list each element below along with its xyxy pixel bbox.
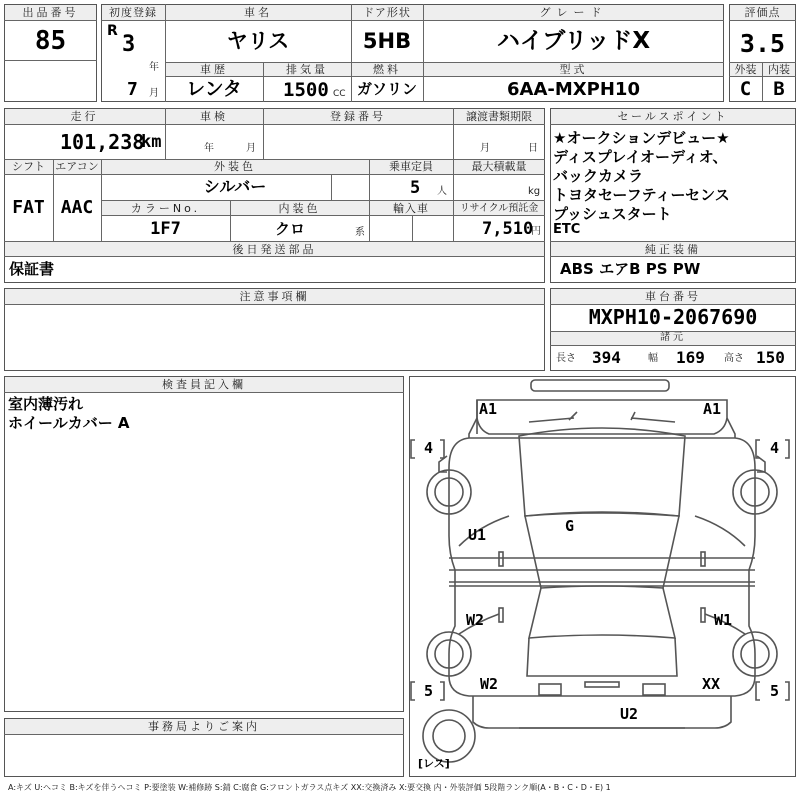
aircon-label: エアコン: [55, 160, 99, 173]
history-label: 車歴: [200, 63, 228, 76]
sales-point-line: トヨタセーフティーセンス: [553, 186, 730, 204]
width-value: 169: [676, 348, 705, 367]
height-label: 高さ: [724, 353, 744, 364]
length-value: 394: [592, 348, 621, 367]
model-value: 6AA-MXPH10: [507, 79, 640, 100]
damage-code-front-right: A1: [703, 400, 722, 418]
first-reg-month: 7: [127, 79, 138, 100]
equipment-value: ABS エアB PS PW: [560, 260, 701, 278]
equipment-label: 純正装備: [645, 243, 701, 256]
registration-label: 登録番号: [330, 110, 386, 123]
damage-code-rear-right-door: W1: [714, 611, 733, 629]
chassis-value: MXPH10-2067690: [588, 305, 758, 329]
tire-tread-front-right: 4: [770, 439, 780, 457]
body-outline: [449, 438, 755, 696]
spare-tire-status: レス: [423, 757, 445, 770]
legend: A:キズ U:ヘコミ B:キズを伴うヘコミ P:要塗装 W:補修跡 S:錆 C:腐食 G:フロントガラス点キズ XX:交換済み X:要交換 内・外装評価 5段階ランク順(A・B・C・D・E) 1: [8, 783, 611, 792]
exterior-grade-value: C: [739, 78, 752, 100]
fuel-label: 燃料: [373, 63, 401, 76]
shift-label: シフト: [12, 160, 45, 173]
grade-value: ハイブリッドX: [496, 28, 651, 54]
width-label: 幅: [648, 353, 658, 364]
history-value: レンタ: [186, 78, 242, 100]
sales-point-line: プッシュスタート: [553, 205, 672, 223]
transfer-doc-label: 譲渡書類期限: [466, 110, 532, 123]
mileage-value: 101,238: [60, 130, 145, 154]
height-value: 150: [756, 348, 785, 367]
first-reg-year-unit: 年: [149, 62, 159, 73]
car-diagram: [409, 376, 796, 777]
import-label: 輸入車: [393, 202, 429, 215]
inspector-label: 検査員記入欄: [162, 378, 246, 391]
spare-tire-note: [レス]: [418, 757, 450, 770]
sales-point-line: ★オークションデビュー★: [553, 129, 730, 147]
damage-code-front-left: A1: [479, 400, 498, 418]
later-parts-value: 保証書: [9, 260, 55, 278]
int-color-value: クロ: [274, 220, 305, 238]
inspector-line: ホイールカバー A: [8, 414, 130, 432]
seats-value: 5: [410, 178, 421, 198]
recycle-unit: 円: [531, 226, 541, 237]
damage-code-rear-left-door: W2: [466, 611, 485, 629]
recycle-label: リサイクル預託金: [459, 203, 539, 214]
car-name-value: ヤリス: [226, 29, 290, 53]
first-reg-label: 初度登録: [109, 6, 157, 19]
shaken-month-unit: 月: [246, 143, 256, 154]
tire-tread-front-left: 4: [424, 439, 434, 457]
tire-tread-rear-left: 5: [424, 682, 434, 700]
first-reg-year: 3: [122, 32, 136, 57]
score-label: 評価点: [744, 6, 781, 19]
transfer-doc-month-unit: 月: [480, 143, 490, 154]
ext-color-label: 外装色: [214, 160, 256, 173]
exterior-grade-label: 外装: [734, 63, 757, 76]
interior-grade-value: B: [773, 78, 785, 100]
sales-point-line: バックカメラ: [553, 167, 644, 185]
door-value: 5HB: [362, 29, 412, 53]
max-load-label: 最大積載量: [471, 160, 527, 173]
door-label: ドア形状: [363, 6, 411, 19]
shaken-year-unit: 年: [204, 143, 214, 154]
color-no-label: カラーNo.: [130, 202, 201, 215]
spare-tire: [423, 710, 475, 762]
displacement-unit: CC: [333, 89, 346, 99]
color-no-value: 1F7: [150, 219, 181, 239]
dimensions-label: 諸元: [660, 332, 686, 343]
int-color-label: 内装色: [278, 202, 321, 215]
grade-label: グレード: [539, 6, 608, 19]
aircon-value: AAC: [60, 197, 94, 218]
shift-value: FAT: [12, 197, 45, 218]
notes-label: 注意事項欄: [239, 290, 310, 303]
transfer-doc-day-unit: 日: [528, 143, 538, 154]
fuel-value: ガソリン: [356, 80, 417, 98]
tire-tread-rear-right: 5: [770, 682, 780, 700]
lot-label: 出品番号: [22, 6, 79, 19]
shaken-label: 車検: [200, 110, 228, 123]
recycle-value: 7,510: [482, 219, 534, 239]
roof-outline: [525, 513, 679, 588]
front-bumper-outline: [531, 380, 669, 391]
chassis-label: 車台番号: [645, 290, 701, 303]
length-label: 長さ: [556, 353, 576, 364]
max-load-unit: kg: [528, 186, 541, 197]
model-label: 型式: [559, 63, 588, 76]
damage-code-rear-right: XX: [702, 675, 721, 693]
sales-point-line: ETC: [553, 222, 581, 237]
damage-code-roof: G: [565, 517, 575, 535]
lot-number: 85: [34, 26, 67, 56]
seats-label: 乗車定員: [389, 160, 433, 173]
displacement-value: 1500: [283, 79, 329, 101]
sales-point-line: ディスプレイオーディオ、: [553, 148, 728, 166]
int-color-unit: 系: [355, 227, 365, 238]
office-label: 事務局よりご案内: [148, 720, 260, 733]
displacement-label: 排気量: [286, 63, 328, 76]
damage-code-rear-left: W2: [480, 675, 499, 693]
ext-color-value: シルバー: [203, 177, 267, 196]
first-reg-month-unit: 月: [149, 88, 159, 99]
rear-window-outline: [527, 638, 677, 676]
first-reg-era: R: [107, 23, 118, 39]
mileage-label: 走行: [70, 110, 99, 123]
score-value: 3.5: [739, 29, 786, 58]
car-name-label: 車名: [244, 6, 272, 19]
later-parts-label: 後日発送部品: [232, 243, 317, 256]
inspector-line: 室内薄汚れ: [8, 395, 84, 413]
mileage-unit: km: [141, 132, 162, 152]
damage-code-rear-bumper: U2: [620, 705, 639, 723]
seats-unit: 人: [437, 186, 447, 197]
rear-bumper-outline: [473, 696, 731, 728]
sales-points-label: セールスポイント: [617, 110, 729, 123]
damage-code-left-side: U1: [468, 526, 487, 544]
hood-outline: [477, 400, 727, 434]
interior-grade-label: 内装: [768, 63, 790, 76]
windshield-outline: [519, 428, 685, 516]
